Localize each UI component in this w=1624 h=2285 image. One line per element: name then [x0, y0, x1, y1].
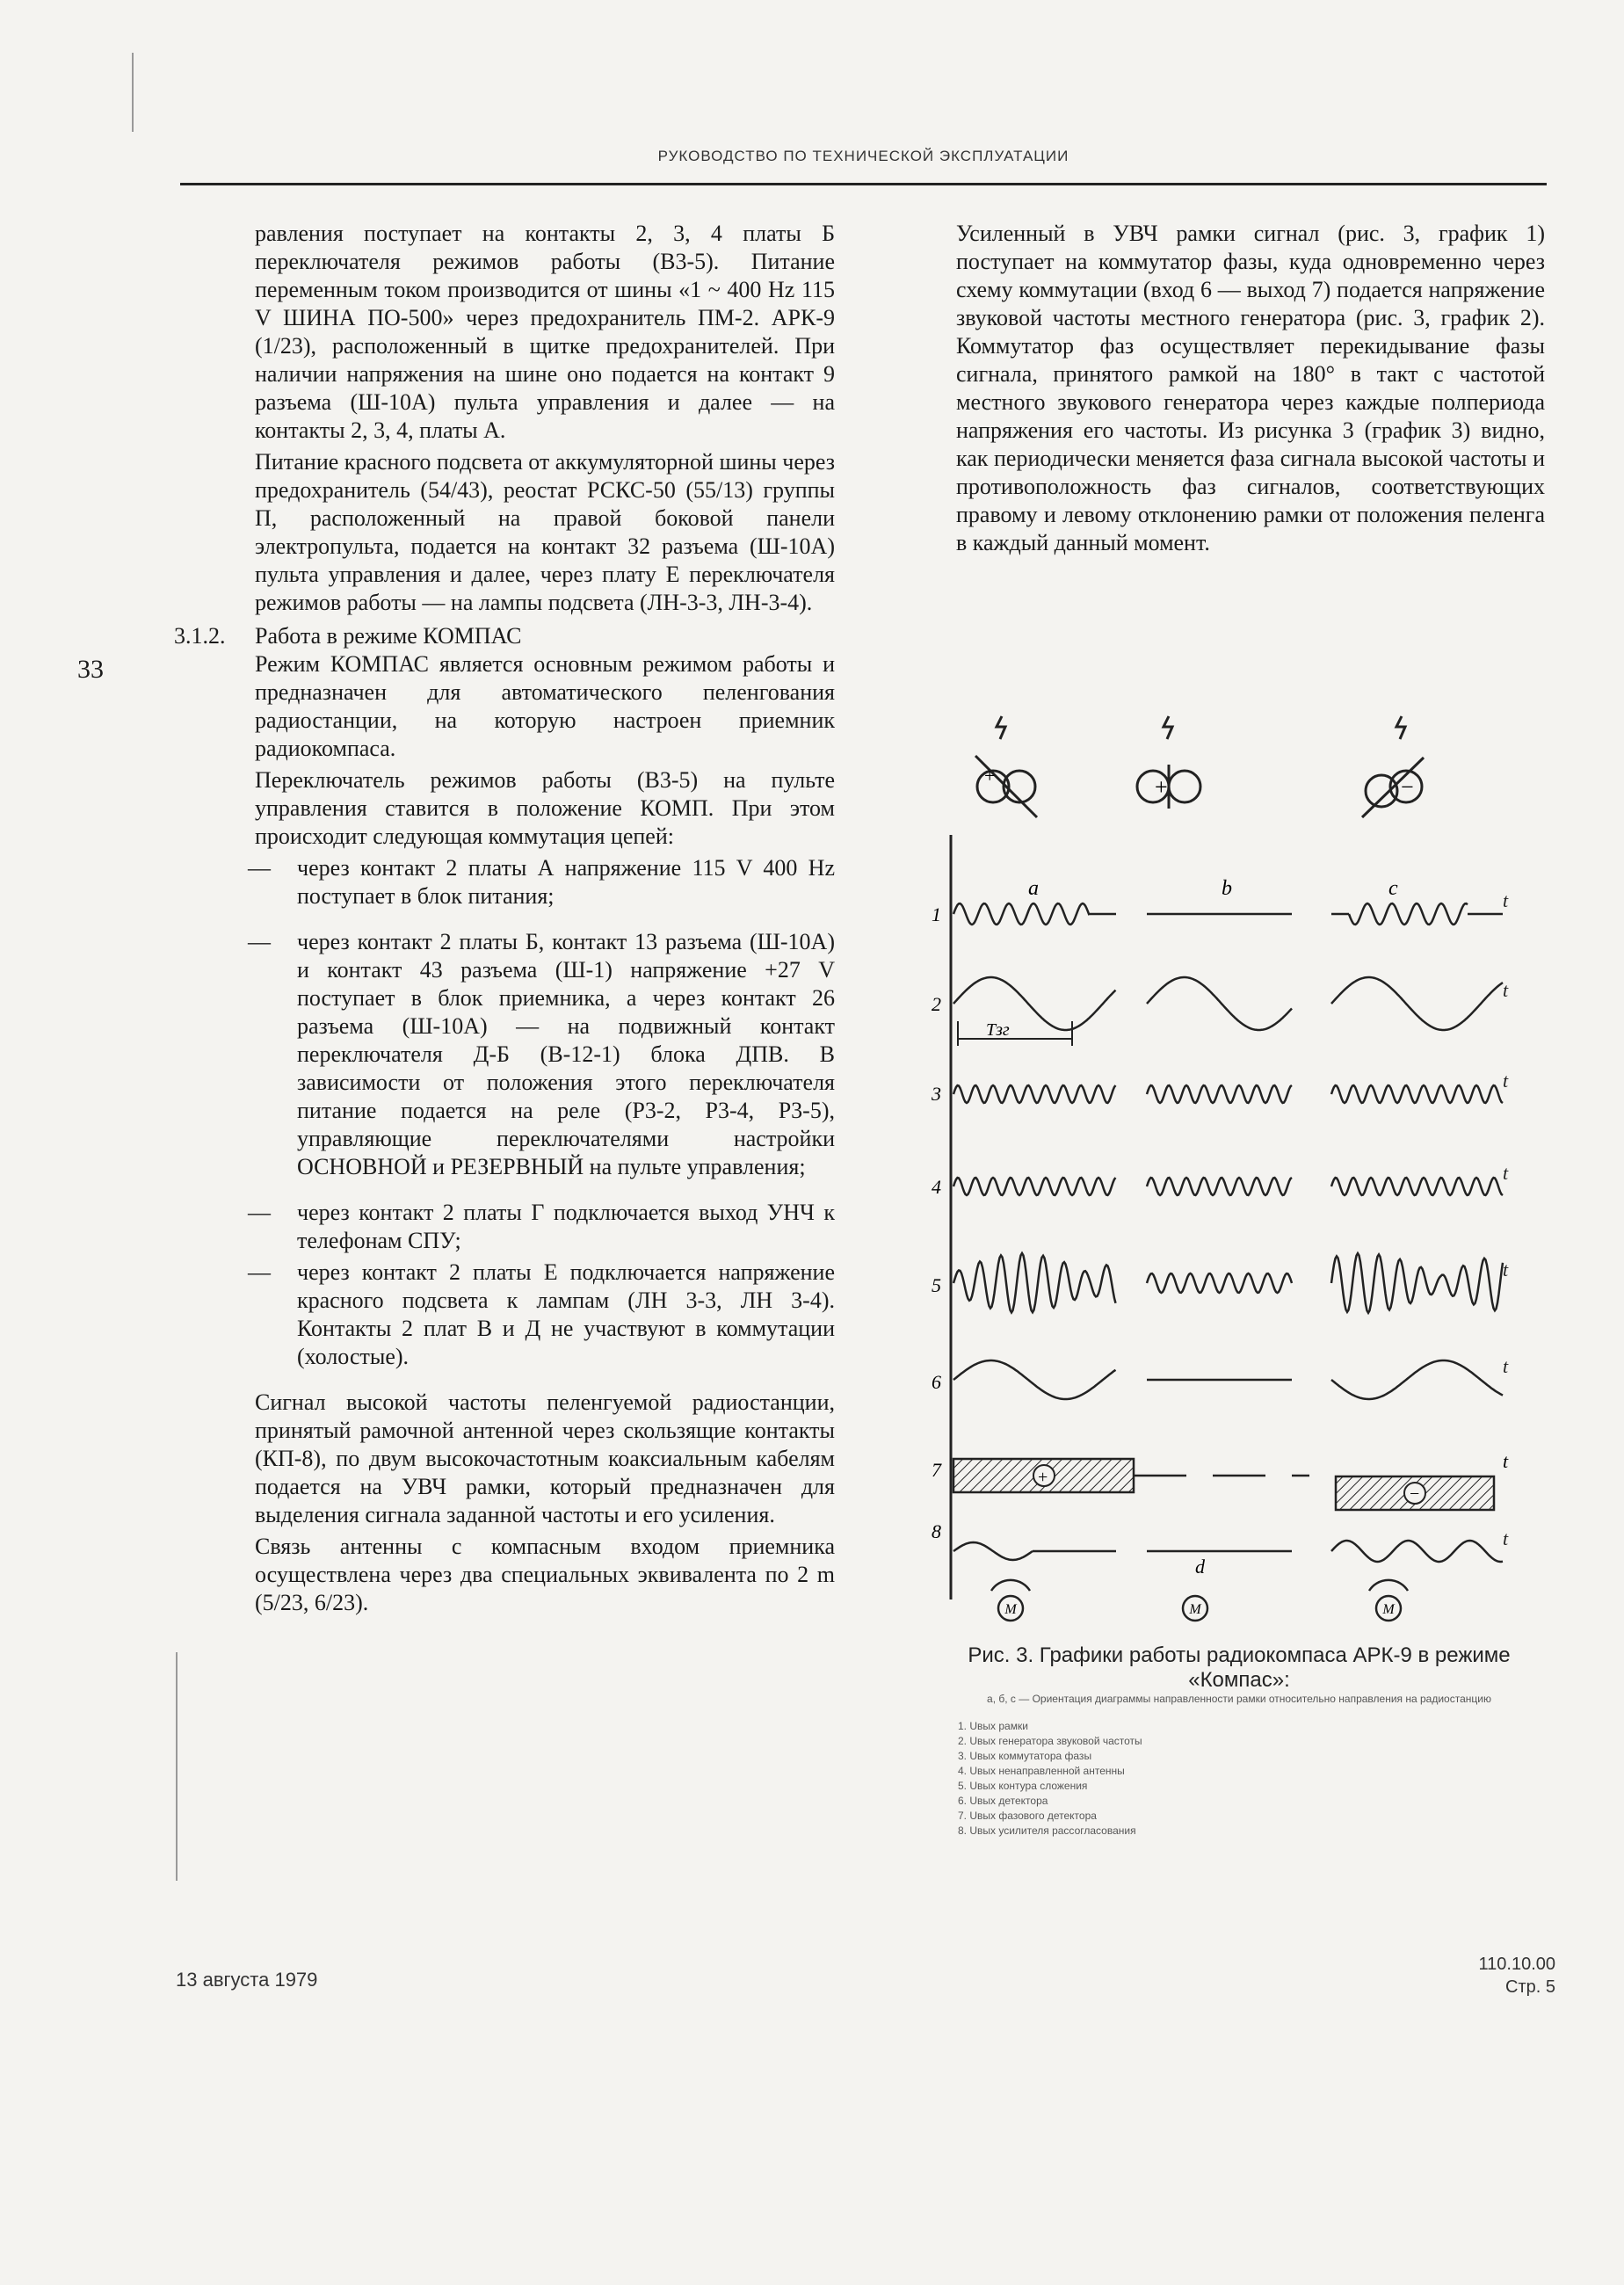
list-item: — через контакт 2 платы Е подключается напряжение красного подсвета к лампам (ЛН 3-3, ЛН 3-4). Контакты 2 плат В и Д не участвуют в коммутации (холостые).: [255, 1259, 835, 1371]
figure-3: [932, 694, 1547, 1626]
legend-item: 7. Uвых фазового детектора: [958, 1810, 1097, 1822]
page-number: Стр. 5: [1505, 1977, 1555, 1997]
waveform-trace: [1331, 1360, 1503, 1399]
row-label: 1: [932, 903, 941, 925]
time-label: t: [1503, 1355, 1509, 1377]
time-label: t: [1503, 1070, 1509, 1092]
document-code: 110.10.00: [1478, 1955, 1555, 1974]
loop-orientation-icons: [975, 716, 1424, 817]
paragraph: Усиленный в УВЧ рамки сигнал (рис. 3, график 1) поступает на коммутатор фазы, куда одновременно через схему коммутации (вход 6 — выход 7) подается напряжение звуковой частоты местного генератора (рис. 3, график 2). Коммутатор фаз осуществляет перекидывание фазы сигнала, принятого рамкой на 180° в такт с частотой местного звукового генератора через каждые полпериода напряжения его частоты. Из рисунка 3 (график 3) видно, как периодически меняется фаза сигнала высокой частоты и противоположность фаз сигналов, соответствующих правому и левому отклонению рамки от положения пеленга в каждый данный момент.: [956, 221, 1545, 555]
minus-sign: −: [1401, 774, 1414, 800]
legend-item: 1. Uвых рамки: [958, 1720, 1028, 1732]
legend-item: 4. Uвых ненаправленной антенны: [958, 1765, 1125, 1777]
time-label: t: [1503, 1527, 1509, 1549]
time-label: t: [1503, 1259, 1509, 1280]
waveform-diagram: [932, 694, 1547, 1626]
list-item: — через контакт 2 платы Б, контакт 13 разъема (Ш-10А) и контакт 43 разъема (Ш-1) напряжение +27 V поступает в блок приемника, а через контакт 26 разъема (Ш-10А) — на подвижный контакт переключателя Д-Б (В-12-1) блока ДПВ. В зависимости от положения этого переключателя питание подается на реле (Р3-2, Р3-4, Р3-5), управляющие переключателями настройки ОСНОВНОЙ и РЕЗЕРВНЫЙ на пульте управления;: [255, 928, 835, 1181]
waveform-trace: [953, 1360, 1116, 1399]
waveform-trace: [1331, 1253, 1503, 1313]
list-item: — через контакт 2 платы А напряжение 115 V 400 Hz поступает в блок питания;: [255, 854, 835, 910]
header-divider: [180, 183, 1547, 185]
rotation-arrow-icon: [991, 1580, 1030, 1591]
waveform-trace: [953, 977, 1116, 1030]
waveform-trace: [1331, 977, 1503, 1030]
paragraph: Связь антенны с компасным входом приемника осуществлена через два специальных эквивалента по 2 m (5/23, 6/23).: [255, 1534, 835, 1615]
legend-list: [932, 1719, 1547, 1839]
rotation-arrow-icon: [1369, 1580, 1408, 1591]
legend-item: 6. Uвых детектора: [958, 1795, 1048, 1807]
time-label: t: [1503, 1450, 1509, 1472]
time-label: t: [1503, 889, 1509, 911]
time-label: t: [1503, 1162, 1509, 1184]
paragraph: Режим КОМПАС является основным режимом работы и предназначен для автоматического пеленгования радиостанции, на которую настроен приемник радиокомпаса.: [255, 651, 835, 761]
margin-mark: [176, 1652, 178, 1881]
section-heading: [174, 622, 835, 650]
section-title: Работа в режиме КОМПАС: [255, 623, 522, 649]
column-label: c: [1388, 877, 1398, 900]
row-label: 8: [932, 1520, 941, 1542]
waveform-trace: [953, 1542, 1033, 1560]
waveform-trace: [953, 1085, 1116, 1103]
waveform-trace: [1331, 1085, 1503, 1103]
right-column: [956, 220, 1545, 561]
waveform-trace: [1147, 1085, 1292, 1103]
paragraph: Переключатель режимов работы (В3-5) на пульте управления ставится в положение КОМП. При этом происходит следующая коммутация цепей:: [255, 767, 835, 849]
waveform-trace: [1349, 903, 1468, 925]
margin-note: 33: [77, 655, 104, 684]
row-label: 2: [932, 993, 941, 1015]
legend-item: 2. Uвых генератора звуковой частоты: [958, 1735, 1142, 1747]
section-number: 3.1.2.: [174, 623, 226, 649]
commutation-list: [255, 854, 835, 1371]
waveform-trace: [1147, 1273, 1292, 1293]
waveform-trace: [953, 1178, 1116, 1195]
list-item: — через контакт 2 платы Г подключается выход УНЧ к телефонам СПУ;: [255, 1199, 835, 1255]
paragraph: равления поступает на контакты 2, 3, 4 платы Б переключателя режимов работы (В3-5). Питание переменным током производится от шины «1 ~ 400 Hz 115 V ШИНА ПО-500» через предохранитель ПМ-2. АРК-9 (1/23), расположенный в щитке предохранителей. При наличии напряжения на шине оно подается на контакт 9 разъема (Ш-10А) пульта управления и далее — на контакты 2, 3, 4, платы А.: [255, 221, 835, 443]
page-header: РУКОВОДСТВО ПО ТЕХНИЧЕСКОЙ ЭКСПЛУАТАЦИИ: [657, 148, 1069, 164]
footer-date: 13 августа 1979: [176, 1969, 318, 1991]
d-label: d: [1195, 1556, 1205, 1578]
waveform-trace: [1147, 1178, 1292, 1195]
row-label: 6: [932, 1371, 941, 1393]
column-label: a: [1028, 877, 1039, 900]
row-label: 3: [932, 1083, 941, 1105]
margin-mark: [132, 53, 134, 132]
figure-caption: Рис. 3. Графики работы радиокомпаса АРК-9 в режиме «Компас»:: [968, 1643, 1511, 1692]
legend-intro: а, б, с — Ориентация диаграммы направленности рамки относительно направления на радиостанцию: [987, 1693, 1491, 1705]
time-label: t: [1503, 979, 1509, 1001]
row-label: 7: [932, 1459, 941, 1481]
period-label: Тзг: [986, 1020, 1010, 1040]
column-labels: [1028, 877, 1398, 900]
plus-sign: +: [1155, 774, 1168, 800]
left-column: [174, 220, 836, 1621]
row-label: 5: [932, 1274, 941, 1296]
row-label: 4: [932, 1176, 941, 1198]
legend-item: 5. Uвых контура сложения: [958, 1780, 1088, 1792]
waveform-trace: [953, 903, 1090, 925]
column-label: b: [1222, 877, 1232, 900]
waveform-trace: [1331, 1541, 1503, 1562]
legend-item: 3. Uвых коммутатора фазы: [958, 1750, 1092, 1762]
motor-label: M: [1382, 1602, 1395, 1617]
motor-label: M: [1189, 1602, 1201, 1617]
footer-page-info: [1441, 1953, 1555, 1998]
row-numbers: [932, 903, 942, 1542]
minus-sign: −: [1410, 1484, 1420, 1504]
antenna-icon: [1362, 716, 1424, 817]
waveform-trace: [953, 1253, 1116, 1312]
motor-label: M: [1004, 1602, 1017, 1617]
waveform-trace: [1147, 977, 1292, 1030]
plus-sign: +: [984, 765, 996, 787]
waveform-trace: [1331, 1178, 1503, 1195]
antenna-icon: [1137, 716, 1200, 809]
legend-item: 8. Uвых усилителя рассогласования: [958, 1824, 1136, 1837]
paragraph: Питание красного подсвета от аккумуляторной шины через предохранитель (54/43), реостат РСКС-50 (55/13) группы П, расположенный на правой боковой панели электропульта, подается на контакт 32 разъема (Ш-10А) пульта управления и далее, через плату Е переключателя режимов работы — на лампы подсвета (ЛН-3-3, ЛН-3-4).: [255, 449, 836, 615]
paragraph: Сигнал высокой частоты пеленгуемой радиостанции, принятый рамочной антенной через скользящие контакты (КП-8), по двум высокочастотным коаксиальным кабелям подается на УВЧ рамки, который предназначен для выделения сигнала заданной частоты и его усиления.: [255, 1389, 835, 1527]
plus-sign: +: [1038, 1468, 1048, 1487]
figure-legend: [932, 1692, 1547, 1839]
